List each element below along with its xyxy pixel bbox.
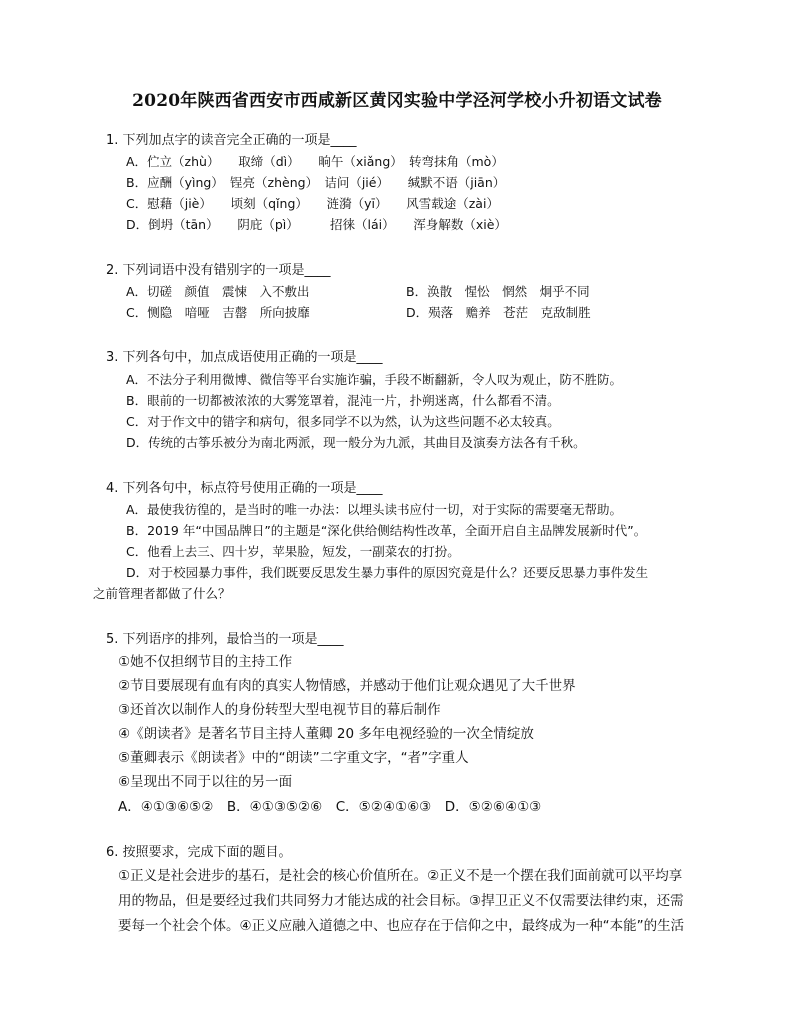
question-2-option-b: B．涣散 惺忪 惘然 炯乎不同 bbox=[406, 284, 590, 299]
question-2-stem: 2. 下列词语中没有错别字的一项是____ bbox=[106, 263, 331, 278]
question-4-option-d-continued: 之前管理者都做了什么？ bbox=[93, 586, 231, 601]
question-5-item-5: ⑤董卿表示《朗读者》中的“朗读”二字重文字，“者”字重人 bbox=[118, 750, 469, 766]
question-3-option-d: D．传统的古筝乐被分为南北两派，现一般分为九派，其曲目及演奏方法各有千秋。 bbox=[126, 435, 586, 450]
question-1-stem: 1. 下列加点字的读音完全正确的一项是____ bbox=[106, 133, 357, 148]
question-1-option-d: D．倒坍（tān） 阴庇（pì） 招徕（lái） 浑身解数（xiè） bbox=[126, 217, 507, 232]
question-4-option-d: D．对于校园暴力事件，我们既要反思发生暴力事件的原因究竟是什么？还要反思暴力事件发生 bbox=[126, 565, 649, 580]
question-1-option-b: B．应酬（yìng） 锃亮（zhèng） 诘问（jié） 缄默不语（jiān） bbox=[126, 175, 506, 190]
question-3-option-c: C．对于作文中的错字和病句，很多同学不以为然，认为这些问题不必太较真。 bbox=[126, 414, 560, 429]
question-4-stem: 4. 下列各句中，标点符号使用正确的一项是____ bbox=[106, 481, 383, 496]
exam-title: 2020年陕西省西安市西咸新区黄冈实验中学泾河学校小升初语文试卷 bbox=[132, 91, 662, 111]
question-4-option-c: C．他看上去三、四十岁，苹果脸，短发，一副菜农的打扮。 bbox=[126, 544, 460, 559]
question-5-item-1: ①她不仅担纲节目的主持工作 bbox=[118, 654, 293, 670]
question-3-stem: 3. 下列各句中，加点成语使用正确的一项是____ bbox=[106, 350, 383, 365]
question-5-item-3: ③还首次以制作人的身份转型大型电视节目的幕后制作 bbox=[118, 702, 441, 718]
question-5-stem: 5. 下列语序的排列，最恰当的一项是____ bbox=[106, 632, 344, 647]
question-3-option-a: A．不法分子利用微博、微信等平台实施诈骗，手段不断翻新，令人叹为观止，防不胜防。 bbox=[126, 372, 623, 387]
question-1-option-c: C．慰藉（jiè） 顷刻（qǐng） 涟漪（yī） 风雪载途（zài） bbox=[126, 196, 499, 211]
question-5-item-4: ④《朗读者》是著名节目主持人董卿 20 多年电视经验的一次全情绽放 bbox=[118, 726, 534, 742]
question-1-option-a: A．伫立（zhù） 取缔（dì） 晌午（xiǎng） 转弯抹角（mò） bbox=[126, 154, 504, 169]
question-6-passage-line-1: ①正义是社会进步的基石，是社会的核心价值所在。②正义不是一个摆在我们面前就可以平均享 bbox=[118, 868, 683, 884]
question-2-option-c: C．恻隐 喑哑 吉罄 所向披靡 bbox=[126, 305, 310, 320]
question-5-options: A．④①③⑥⑤② B．④①③⑤②⑥ C．⑤②④①⑥③ D．⑤②⑥④①③ bbox=[118, 799, 542, 815]
question-6-passage-line-3: 要每一个社会个体。④正义应融入道德之中、也应存在于信仰之中，最终成为一种“本能”的生活 bbox=[118, 918, 685, 934]
question-4-option-b: B．2019 年“中国品牌日”的主题是“深化供给侧结构性改革，全面开启自主品牌发展新时代”。 bbox=[126, 523, 647, 538]
question-2-option-a: A．切磋 颜值 震悚 入不敷出 bbox=[126, 284, 310, 299]
question-5-item-2: ②节目要展现有血有肉的真实人物情感，并感动于他们让观众遇见了大千世界 bbox=[118, 678, 576, 694]
question-3-option-b: B．眼前的一切都被浓浓的大雾笼罩着，混沌一片，扑朔迷离，什么都看不清。 bbox=[126, 393, 560, 408]
question-5-item-6: ⑥呈现出不同于以往的另一面 bbox=[118, 774, 293, 790]
question-6-stem: 6. 按照要求，完成下面的题目。 bbox=[106, 845, 292, 860]
question-2-option-d: D．殒落 赡养 苍茫 克敌制胜 bbox=[406, 305, 591, 320]
question-6-passage-line-2: 用的物品，但是要经过我们共同努力才能达成的社会目标。③捍卫正义不仅需要法律约束，还需 bbox=[118, 893, 684, 909]
question-4-option-a: A．最使我彷徨的，是当时的唯一办法：以埋头读书应付一切，对于实际的需要毫无帮助。 bbox=[126, 502, 623, 517]
